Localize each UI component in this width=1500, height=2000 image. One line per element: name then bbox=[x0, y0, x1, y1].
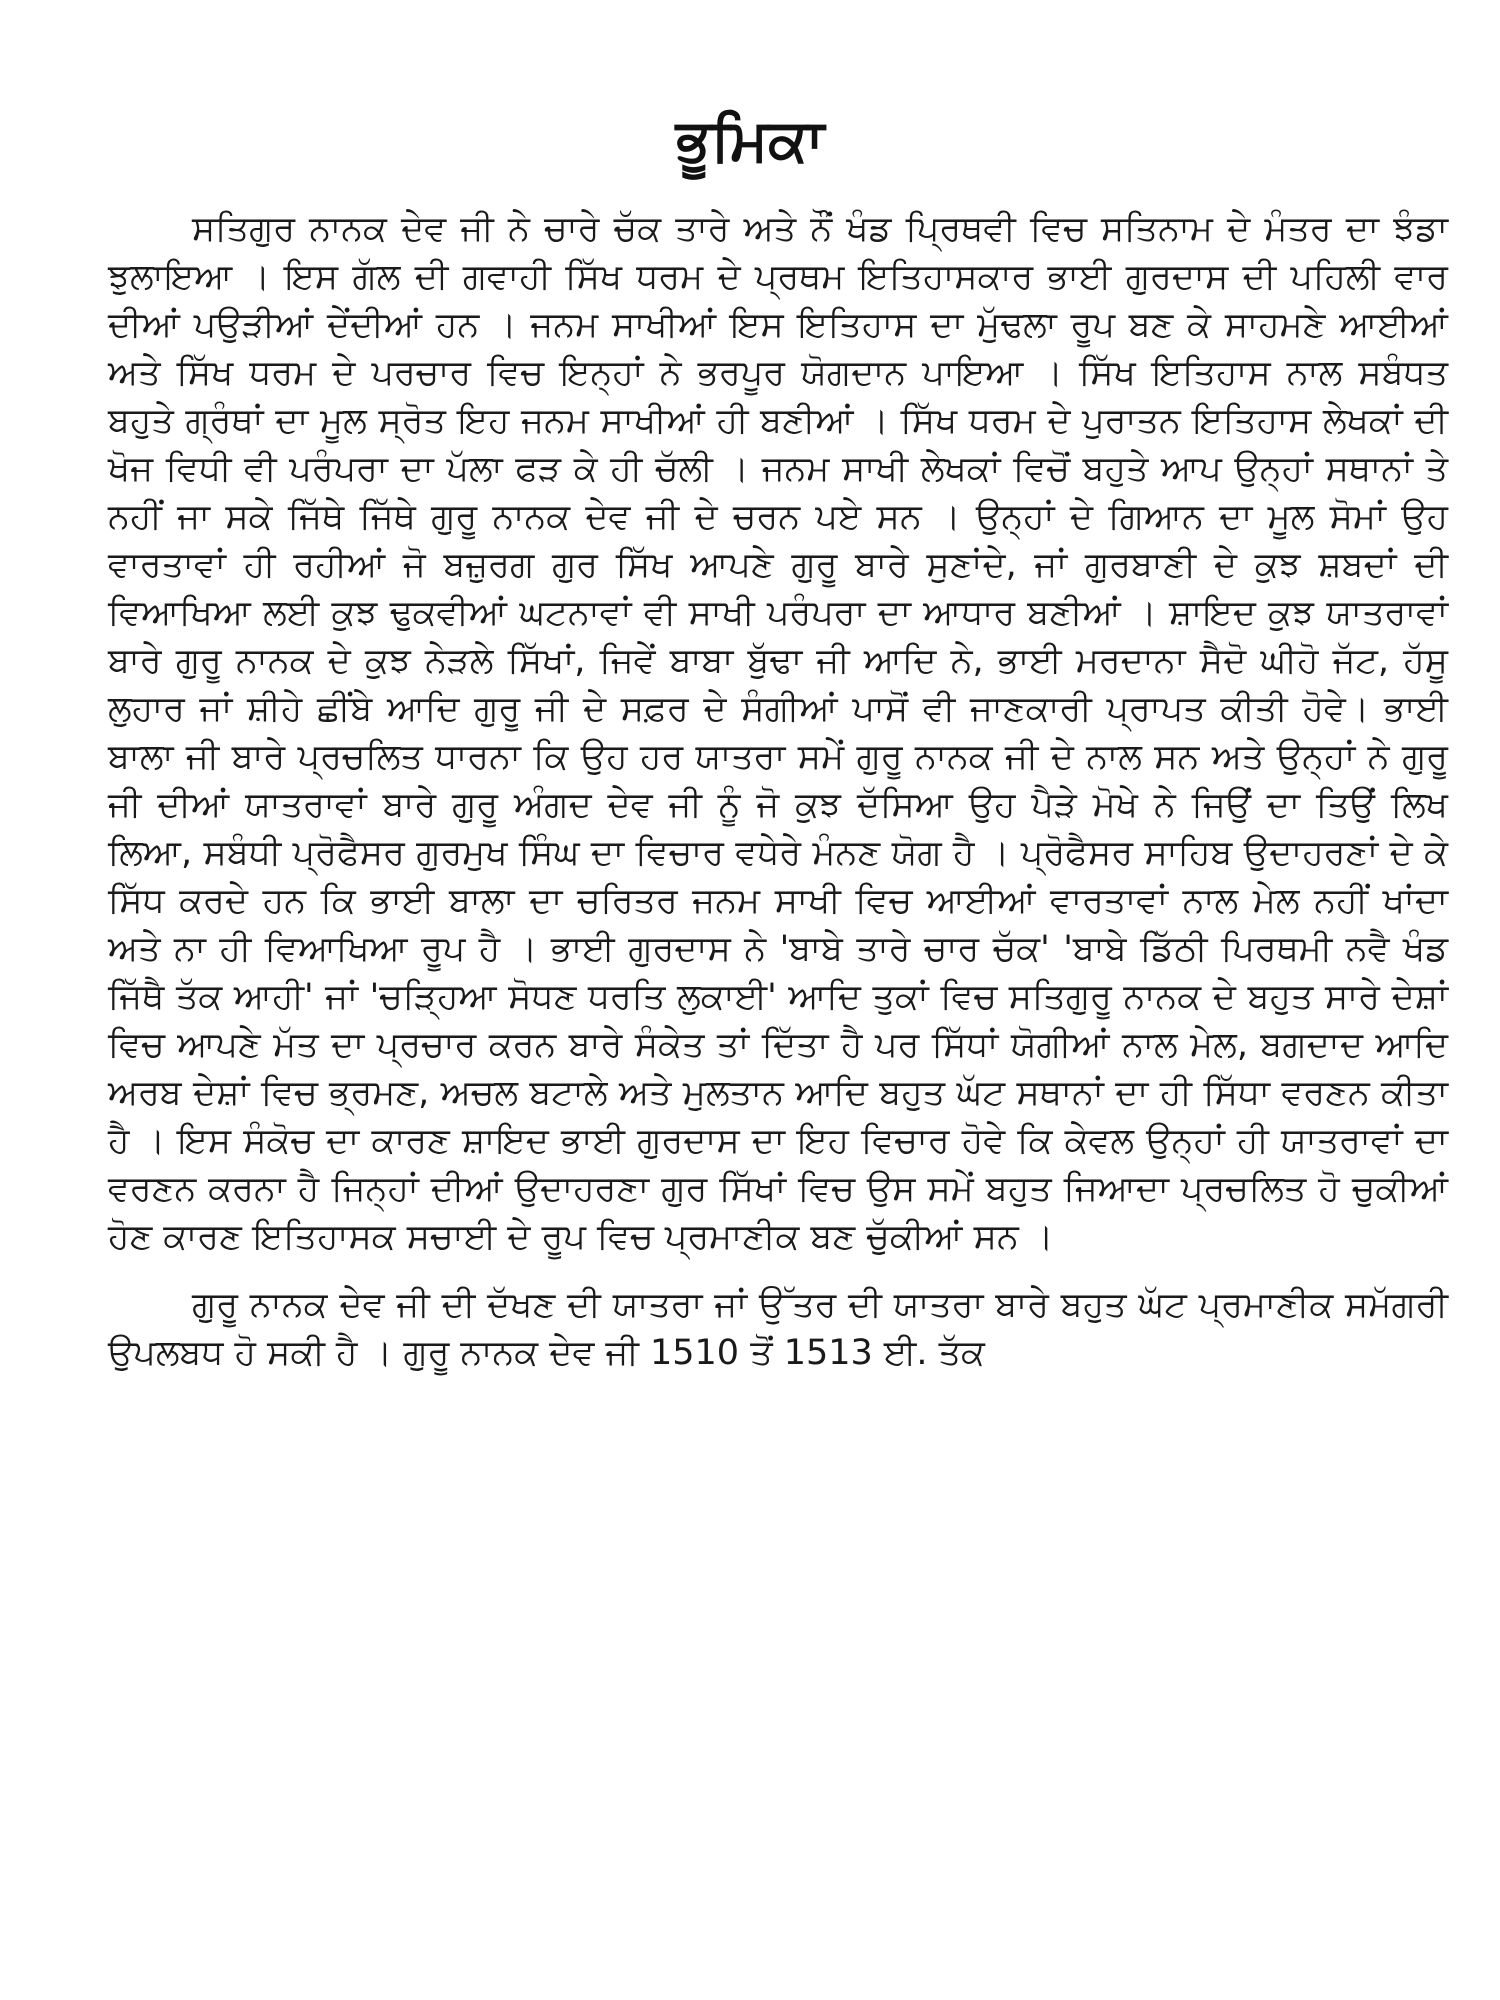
page-title: ਭੂਮਿਕਾ bbox=[675, 106, 825, 174]
body-text bbox=[108, 205, 1448, 1377]
paragraph-1: ਸਤਿਗੁਰ ਨਾਨਕ ਦੇਵ ਜੀ ਨੇ ਚਾਰੇ ਚੱਕ ਤਾਰੇ ਅਤੇ ਨੌਂ ਖੰਡ ਪ੍ਰਿਥਵੀ ਵਿਚ ਸਤਿਨਾਮ ਦੇ ਮੰਤਰ ਦਾ ਝੰਡਾ ਝੁਲਾਇਆ । ਇਸ ਗੱਲ ਦੀ ਗਵਾਹੀ ਸਿੱਖ ਧਰਮ ਦੇ ਪ੍ਰਥਮ ਇਤਿਹਾਸਕਾਰ ਭਾਈ ਗੁਰਦਾਸ ਦੀ ਪਹਿਲੀ ਵਾਰ ਦੀਆਂ ਪਉੜੀਆਂ ਦੇਂਦੀਆਂ ਹਨ । ਜਨਮ ਸਾਖੀਆਂ ਇਸ ਇਤਿਹਾਸ ਦਾ ਮੁੱਢਲਾ ਰੂਪ ਬਣ ਕੇ ਸਾਹਮਣੇ ਆਈਆਂ ਅਤੇ ਸਿੱਖ ਧਰਮ ਦੇ ਪਰਚਾਰ ਵਿਚ ਇਨ੍ਹਾਂ ਨੇ ਭਰਪੂਰ ਯੋਗਦਾਨ ਪਾਇਆ । ਸਿੱਖ ਇਤਿਹਾਸ ਨਾਲ ਸਬੰਧਤ ਬਹੁਤੇ ਗ੍ਰੰਥਾਂ ਦਾ ਮੂਲ ਸ੍ਰੋਤ ਇਹ ਜਨਮ ਸਾਖੀਆਂ ਹੀ ਬਣੀਆਂ । ਸਿੱਖ ਧਰਮ ਦੇ ਪੁਰਾਤਨ ਇਤਿਹਾਸ ਲੇਖਕਾਂ ਦੀ ਖੋਜ ਵਿਧੀ ਵੀ ਪਰੰਪਰਾ ਦਾ ਪੱਲਾ ਫੜ ਕੇ ਹੀ ਚੱਲੀ । ਜਨਮ ਸਾਖੀ ਲੇਖਕਾਂ ਵਿਚੋਂ ਬਹੁਤੇ ਆਪ ਉਨ੍ਹਾਂ ਸਥਾਨਾਂ ਤੇ ਨਹੀਂ ਜਾ ਸਕੇ ਜਿੱਥੇ ਜਿੱਥੇ ਗੁਰੂ ਨਾਨਕ ਦੇਵ ਜੀ ਦੇ ਚਰਨ ਪਏ ਸਨ । ਉਨ੍ਹਾਂ ਦੇ ਗਿਆਨ ਦਾ ਮੂਲ ਸੋਮਾਂ ਉਹ ਵਾਰਤਾਵਾਂ ਹੀ ਰਹੀਆਂ ਜੋ ਬਜ਼ੁਰਗ ਗੁਰ ਸਿੱਖ ਆਪਣੇ ਗੁਰੂ ਬਾਰੇ ਸੁਣਾਂਦੇ, ਜਾਂ ਗੁਰਬਾਣੀ ਦੇ ਕੁਝ ਸ਼ਬਦਾਂ ਦੀ ਵਿਆਖਿਆ ਲਈ ਕੁਝ ਢੁਕਵੀਆਂ ਘਟਨਾਵਾਂ ਵੀ ਸਾਖੀ ਪਰੰਪਰਾ ਦਾ ਆਧਾਰ ਬਣੀਆਂ । ਸ਼ਾਇਦ ਕੁਝ ਯਾਤਰਾਵਾਂ ਬਾਰੇ ਗੁਰੂ ਨਾਨਕ ਦੇ ਕੁਝ ਨੇੜਲੇ ਸਿੱਖਾਂ, ਜਿਵੇਂ ਬਾਬਾ ਬੁੱਢਾ ਜੀ ਆਦਿ ਨੇ, ਭਾਈ ਮਰਦਾਨਾ ਸੈਦੋ ਘੀਹੋ ਜੱਟ, ਹੱਸੂ ਲੁਹਾਰ ਜਾਂ ਸ਼ੀਹੇ ਛੀਂਬੇ ਆਦਿ ਗੁਰੂ ਜੀ ਦੇ ਸਫ਼ਰ ਦੇ ਸੰਗੀਆਂ ਪਾਸੋਂ ਵੀ ਜਾਣਕਾਰੀ ਪ੍ਰਾਪਤ ਕੀਤੀ ਹੋਵੇ। ਭਾਈ ਬਾਲਾ ਜੀ ਬਾਰੇ ਪ੍ਰਚਲਿਤ ਧਾਰਨਾ ਕਿ ਉਹ ਹਰ ਯਾਤਰਾ ਸਮੇਂ ਗੁਰੂ ਨਾਨਕ ਜੀ ਦੇ ਨਾਲ ਸਨ ਅਤੇ ਉਨ੍ਹਾਂ ਨੇ ਗੁਰੂ ਜੀ ਦੀਆਂ ਯਾਤਰਾਵਾਂ ਬਾਰੇ ਗੁਰੂ ਅੰਗਦ ਦੇਵ ਜੀ ਨੂੰ ਜੋ ਕੁਝ ਦੱਸਿਆ ਉਹ ਪੈੜੇ ਮੋਖੇ ਨੇ ਜਿਉਂ ਦਾ ਤਿਉਂ ਲਿਖ ਲਿਆ, ਸਬੰਧੀ ਪ੍ਰੋਫੈਸਰ ਗੁਰਮੁਖ ਸਿੰਘ ਦਾ ਵਿਚਾਰ ਵਧੇਰੇ ਮੰਨਣ ਯੋਗ ਹੈ । ਪ੍ਰੋਫੈਸਰ ਸਾਹਿਬ ਉਦਾਹਰਣਾਂ ਦੇ ਕੇ ਸਿੱਧ ਕਰਦੇ ਹਨ ਕਿ ਭਾਈ ਬਾਲਾ ਦਾ ਚਰਿਤਰ ਜਨਮ ਸਾਖੀ ਵਿਚ ਆਈਆਂ ਵਾਰਤਾਵਾਂ ਨਾਲ ਮੇਲ ਨਹੀਂ ਖਾਂਦਾ ਅਤੇ ਨਾ ਹੀ ਵਿਆਖਿਆ ਰੂਪ ਹੈ । ਭਾਈ ਗੁਰਦਾਸ ਨੇ 'ਬਾਬੇ ਤਾਰੇ ਚਾਰ ਚੱਕ' 'ਬਾਬੇ ਡਿੱਠੀ ਪਿਰਥਮੀ ਨਵੈ ਖੰਡ ਜਿੱਥੈ ਤੱਕ ਆਹੀ' ਜਾਂ 'ਚੜ੍ਹਿਆ ਸੋਧਣ ਧਰਤਿ ਲੁਕਾਈ' ਆਦਿ ਤੁਕਾਂ ਵਿਚ ਸਤਿਗੁਰੂ ਨਾਨਕ ਦੇ ਬਹੁਤ ਸਾਰੇ ਦੇਸ਼ਾਂ ਵਿਚ ਆਪਣੇ ਮੱਤ ਦਾ ਪ੍ਰਚਾਰ ਕਰਨ ਬਾਰੇ ਸੰਕੇਤ ਤਾਂ ਦਿੱਤਾ ਹੈ ਪਰ ਸਿੱਧਾਂ ਯੋਗੀਆਂ ਨਾਲ ਮੇਲ, ਬਗਦਾਦ ਆਦਿ ਅਰਬ ਦੇਸ਼ਾਂ ਵਿਚ ਭ੍ਰਮਣ, ਅਚਲ ਬਟਾਲੇ ਅਤੇ ਮੁਲਤਾਨ ਆਦਿ ਬਹੁਤ ਘੱਟ ਸਥਾਨਾਂ ਦਾ ਹੀ ਸਿੱਧਾ ਵਰਣਨ ਕੀਤਾ ਹੈ । ਇਸ ਸੰਕੋਚ ਦਾ ਕਾਰਣ ਸ਼ਾਇਦ ਭਾਈ ਗੁਰਦਾਸ ਦਾ ਇਹ ਵਿਚਾਰ ਹੋਵੇ ਕਿ ਕੇਵਲ ਉਨ੍ਹਾਂ ਹੀ ਯਾਤਰਾਵਾਂ ਦਾ ਵਰਣਨ ਕਰਨਾ ਹੈ ਜਿਨ੍ਹਾਂ ਦੀਆਂ ਉਦਾਹਰਣਾ ਗੁਰ ਸਿੱਖਾਂ ਵਿਚ ਉਸ ਸਮੇਂ ਬਹੁਤ ਜਿਆਦਾ ਪ੍ਰਚਲਿਤ ਹੋ ਚੁਕੀਆਂ ਹੋਣ ਕਾਰਣ ਇਤਿਹਾਸਕ ਸਚਾਈ ਦੇ ਰੂਪ ਵਿਚ ਪ੍ਰਮਾਣੀਕ ਬਣ ਚੁੱਕੀਆਂ ਸਨ । bbox=[108, 209, 1448, 1257]
paragraph-2: ਗੁਰੂ ਨਾਨਕ ਦੇਵ ਜੀ ਦੀ ਦੱਖਣ ਦੀ ਯਾਤਰਾ ਜਾਂ ਉੱਤਰ ਦੀ ਯਾਤਰਾ ਬਾਰੇ ਬਹੁਤ ਘੱਟ ਪ੍ਰਮਾਣੀਕ ਸਮੱਗਰੀ ਉਪਲਬਧ ਹੋ ਸਕੀ ਹੈ । ਗੁਰੂ ਨਾਨਕ ਦੇਵ ਜੀ 1510 ਤੋਂ 1513 ਈ. ਤੱਕ bbox=[108, 1285, 1448, 1373]
